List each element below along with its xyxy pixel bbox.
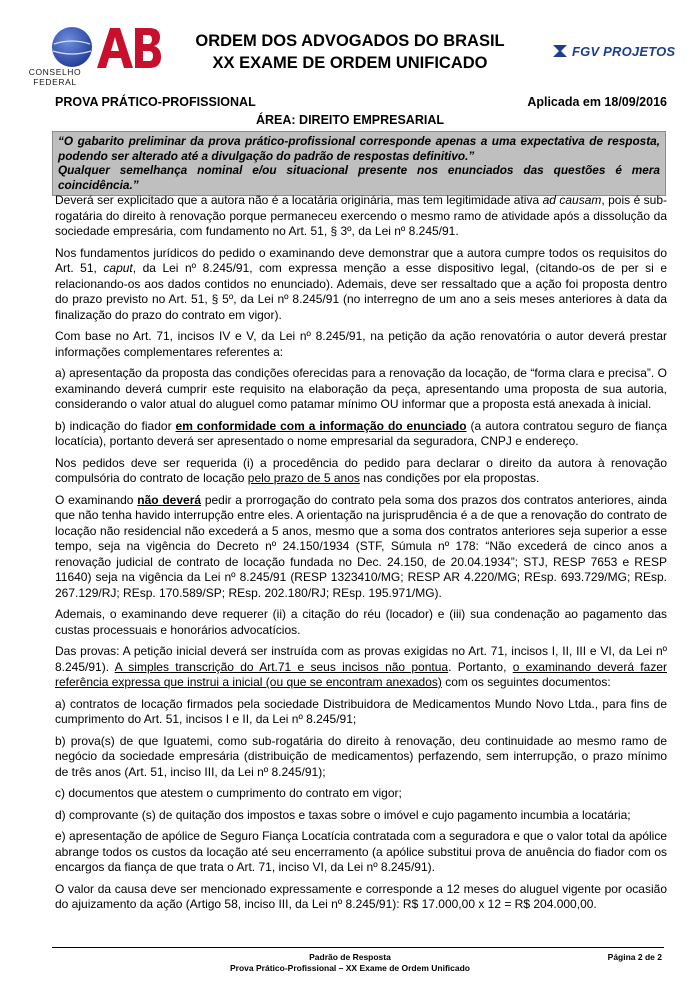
underlined-text: A simples transcrição do Art.71 e seus incisos não pontua xyxy=(114,659,449,674)
text: nas condições por ela propostas. xyxy=(359,471,540,485)
text: b) indicação do fiador xyxy=(55,418,176,433)
disclaimer-line-1: “O gabarito preliminar da prova prático-profissional corresponde apenas a uma expectativa de resposta, podendo ser alterado até a divulgação do padrão de respostas definitivo.” xyxy=(58,134,660,163)
text: Nos fundamentos jurídicos do pedido o examinando deve demonstrar que a autora cumpre todos os requisitos do Art. 51, xyxy=(55,245,667,275)
text: Nos pedidos deve ser requerida (i) a procedência do pedido para declarar o direito da autora à renovação compulsória do contrato de locação xyxy=(55,455,667,485)
exam-type: PROVA PRÁTICO-PROFISSIONAL xyxy=(55,95,256,109)
paragraph-citation: Ademais, o examinando deve requerer (ii) a citação do réu (locador) e (iii) sua condenação ao pagamento das custas processuais e honorários advocatícios. xyxy=(55,607,667,637)
text: , pois é sub-rogatária do direito à renovação porque permaneceu exercendo o mesmo ramo de atividade após a dissolução da sociedade empresária, com fundamento no Art. 51, § 3º, da Lei nº 8.245/91. xyxy=(55,193,668,238)
footer-line-2: Prova Prático-Profissional – XX Exame de Ordem Unificado xyxy=(230,963,470,973)
paragraph-jurisprudence xyxy=(55,493,667,602)
text: . Portanto, xyxy=(448,659,513,674)
paragraph-doc-c: c) documentos que atestem o cumprimento do contrato em vigor; xyxy=(55,786,402,800)
text: Deverá ser explicitado que a autora não é a locatária originária, mas tem legitimidade ativa xyxy=(55,193,543,207)
paragraph-doc-b: b) prova(s) de que Iguatemi, como sub-rogatária do direito à renovação, deu continuidade ao mesmo ramo de negócio da sociedade empresária (distribuição de medicamentos) perfazendo, sem interrupção, o prazo mínimo de três anos (Art. 51, inciso III, da Lei nº 8.245/91); xyxy=(55,733,667,779)
paragraph-claim-value: O valor da causa deve ser mencionado expressamente e corresponde a 12 meses do aluguel vigente por ocasião do ajuizamento da ação (Artigo 58, inciso III, da Lei nº 8.245/91): R$ 17.000,00 x 12 = R$ 204.000,00. xyxy=(55,881,667,911)
title-line-1: ORDEM DOS ADVOGADOS DO BRASIL xyxy=(195,32,505,50)
italic-text: caput xyxy=(103,261,133,275)
paragraph-doc-d: d) comprovante (s) de quitação dos impostos e taxas sobre o imóvel e cujo pagamento incumbia a locatária; xyxy=(55,807,631,822)
paragraph-art71: Com base no Art. 71, incisos IV e V, da Lei nº 8.245/91, na petição da ação renovatória o autor deverá prestar informações complementares referentes a: xyxy=(55,329,667,359)
oab-emblem-icon xyxy=(50,24,162,70)
disclaimer-box xyxy=(52,131,666,196)
exam-meta-row xyxy=(55,95,667,111)
oab-caption: CONSELHO FEDERAL xyxy=(28,67,82,87)
fgv-logo-text: FGV PROJETOS xyxy=(572,43,676,59)
footer-divider xyxy=(52,947,664,948)
text: , da Lei nº 8.245/91, com expressa menção a esse dispositivo legal, (citando-os de per si e relacionando-os aos dados contidos no enunciado). Ademais, deve ser ressaltado que a ação foi proposta dentro do prazo previsto no Art. 51, § 5º, da Lei nº 8.245/91 (no interregno de um ano a seis meses anteriores à data da finalização do prazo do contrato em vigor). xyxy=(55,261,667,322)
document-title xyxy=(160,30,540,74)
text: com os seguintes documentos: xyxy=(441,675,611,689)
underlined-text: pelo prazo de 5 anos xyxy=(247,471,360,485)
paragraph-requests xyxy=(55,456,667,487)
title-line-2: XX EXAME DE ORDEM UNIFICADO xyxy=(212,54,488,72)
paragraph-doc-a: a) contratos de locação firmados pela sociedade Distribuidora de Medicamentos Mundo Novo Ltda., para fins de cumprimento do Art. 51, incisos I e II, da Lei nº 8.245/91; xyxy=(55,696,667,726)
footer-line-1: Padrão de Resposta xyxy=(309,952,391,962)
exam-area: ÁREA: DIREITO EMPRESARIAL xyxy=(256,113,444,127)
answer-body xyxy=(55,193,667,919)
text: O examinando xyxy=(55,492,138,507)
emphasis-text: em conformidade com a informação do enunciado xyxy=(175,418,467,433)
paragraph-doc-e: e) apresentação de apólice de Seguro Fiança Locatícia contratada com a seguradora e que o valor total da apólice abrange todos os custos da locação até seu encerramento (a apólice substitui prova de anuência do fiador com os encargos da fiança de que trata o Art. 71, inciso VI, da Lei nº 8.245/91). xyxy=(55,829,667,874)
paragraph-legitimacy xyxy=(55,193,667,240)
underlined-text: o examinando deverá fazer referência expressa que instrui a inicial (ou que se encontram anexados) xyxy=(55,659,667,689)
text: Das provas: A petição inicial deverá ser instruída com as provas exigidas no Art. 71, incisos I, II, III e VI, da Lei nº 8.245/91). xyxy=(55,644,667,674)
paragraph-item-b-guarantor xyxy=(55,419,667,450)
paragraph-legal-grounds xyxy=(55,246,667,324)
footer-caption xyxy=(0,952,700,974)
emphasis-text: não deverá xyxy=(137,492,202,507)
fgv-logo xyxy=(552,40,680,62)
page-number: Página 2 de 2 xyxy=(607,952,662,962)
paragraph-item-a-proposal: a) apresentação da proposta das condições oferecidas para a renovação da locação, de “forma clara e precisa”. O examinando deverá cumprir este requisito na elaboração da peça, apresentando uma proposta de sua autoria, considerando o valor atual do aluguel como patamar mínimo OU informar que a proposta está anexada à inicial. xyxy=(55,366,667,411)
text: pedir a prorrogação do contrato pela soma dos prazos dos contratos anteriores, ainda que não tenha havido interrupção entre eles. A orientação na jurisprudência é a de que a renovação do contrato de locação não residencial não excederá a 5 anos, mesmo que a soma dos contratos anteriores seja superior a esse tempo, seja na vigência do Decreto nº 24.150/1934 (STF, Súmula nº 178: “Não excederá de cinco anos a renovação judicial de contrato de locação fundada no Dec. 24.150, de 20.04.1934”; STJ, RESP 7653 e RESP 11640) seja na vigência da Lei nº 8.245/91 (RESP 1323410/MG; RESP AR 4.220/MG; REsp. 693.729/MG; REsp. 267.129/RJ; REsp. 170.589/SP; REsp. 202.180/RJ; REsp. 195.971/MG). xyxy=(55,492,667,600)
fgv-mark-icon xyxy=(552,43,568,59)
paragraph-evidence xyxy=(55,644,667,691)
italic-text: ad causam xyxy=(542,193,602,207)
applied-date: Aplicada em 18/09/2016 xyxy=(527,95,667,109)
text: (a autora contratou seguro de fiança locatícia), portanto deverá ser apresentado o nome empresarial da seguradora, CNPJ e endereço. xyxy=(55,418,668,448)
disclaimer-line-2: Qualquer semelhança nominal e/ou situacional presente nos enunciados das questões é mera coincidência.” xyxy=(58,163,660,192)
